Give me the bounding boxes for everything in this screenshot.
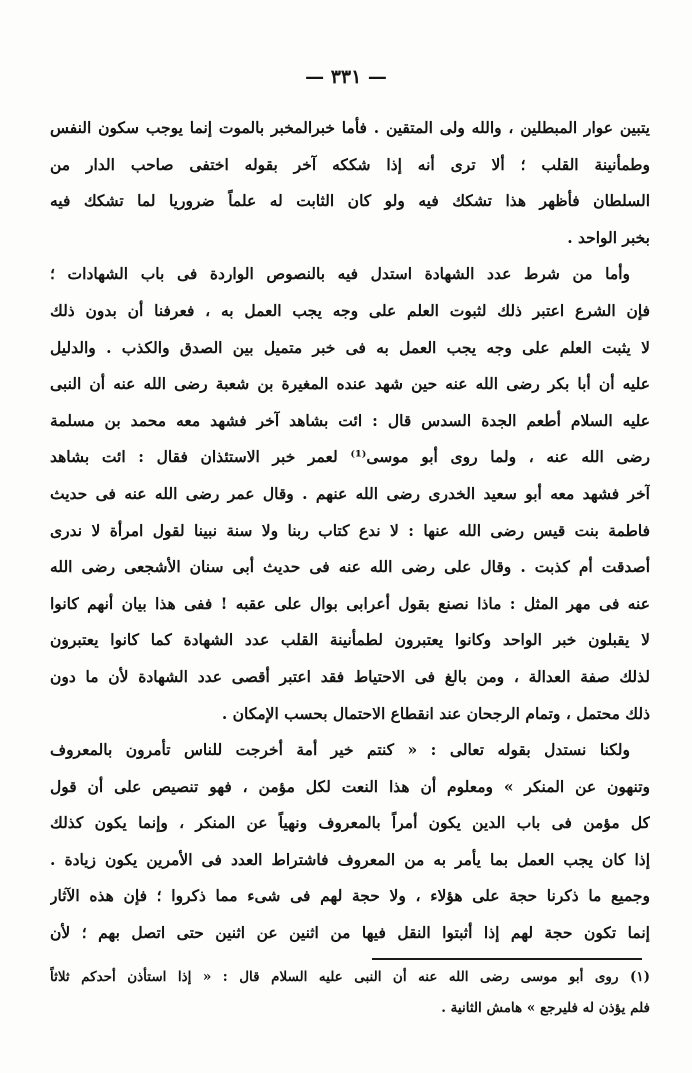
page-number: — ٣٣١ — — [305, 66, 387, 88]
text-line: إنما تكون حجة لهم إذا أثبتوا النقل فيها من اثنين عن اثنين حتى اتصل بهم ؛ لأن — [50, 923, 650, 943]
text-line: عنه فى مهر المثل : ماذا نصنع بقول أعرابى بوال على عقبه ! ففى هذا بيان أنهم كانوا — [50, 593, 650, 613]
text-line: رضى الله عنه ، ولما روى أبو موسى⁽¹⁾ لعمر خبر الاستئذان فقال : ائت بشاهد — [50, 447, 650, 467]
text-line: ذلك محتمل ، وتمام الرجحان عند انقطاع الاحتمال بحسب الإمكان . — [221, 703, 650, 723]
text-line: أصدقت أم كذبت . وقال على رضى الله عنه فى حديث أبى سنان الأشجعى رضى الله — [50, 557, 650, 577]
text-line: فاطمة بنت قيس رضى الله عنها : لا ندع كتاب ربنا ولا سنة نبينا لقول امرأة لا ندرى — [50, 520, 650, 540]
text-line: السلطان فأظهر هذا تشكك فيه ولو كان الثابت له علماً ضروريا لما تشكك فيه — [50, 191, 650, 211]
text-line: إذا كان يجب العمل بما يأمر به من المعروف فاشتراط العدد فى الأمرين يكون زيادة . — [50, 849, 650, 869]
text-line: كل مؤمن فى باب الدين يكون أمراً بالمعروف ونهياً عن المنكر ، وإنما يكون كذلك — [50, 813, 650, 833]
text-line: يتبين عوار المبطلين ، والله ولى المتقين . فأما خبرالمخبر بالموت إنما يوجب سكون النفس — [50, 118, 650, 137]
text-line: وأما من شرط عدد الشهادة استدل فيه بالنصوص الواردة فى باب الشهادات ؛ — [50, 264, 630, 284]
footnote-line: فلم يؤذن له فليرجع » هامش الثانية . — [441, 1000, 650, 1016]
text-line: ولكنا نستدل بقوله تعالى : « كنتم خير أمة أخرجت للناس تأمرون بالمعروف — [50, 740, 630, 760]
body-text — [50, 110, 650, 952]
footnote-line: (١) روى أبو موسى رضى الله عنه أن النبى عليه السلام قال : « إذا استأذن أحدكم ثلاثاً — [50, 969, 650, 985]
text-line: وتنهون عن المنكر » ومعلوم أن هذا النعت لكل مؤمن ، فهو تنصيص على أن قول — [50, 776, 650, 796]
text-line: لا يقبلون خبر الواحد وكانوا يعتبرون لطمأنينة القلب عدد الشهادة كما كانوا يعتبرون — [50, 630, 650, 650]
text-line: لذلك صفة العدالة ، ومن بالغ فى الاحتياط فقد اعتبر أقصى عدد الشهادة لأن ما دون — [50, 666, 650, 686]
text-line: عليه السلام أطعم الجدة السدس قال : ائت بشاهد آخر فشهد معه محمد بن مسلمة — [50, 410, 650, 430]
text-line: وطمأنينة القلب ؛ ألا ترى أنه إذا شككه آخر بقوله اختفى صاحب الدار من — [50, 154, 650, 174]
footnotes — [50, 962, 650, 1024]
text-line: آخر فشهد معه أبو سعيد الخدرى رضى الله عنهم . وقال عمر رضى الله عنه فى حديث — [50, 483, 650, 503]
text-line: لا يثبت العلم على وجه يجب العمل به فى خبر متميل بين الصدق والكذب . والدليل — [50, 337, 650, 357]
footnote-divider — [372, 958, 642, 960]
text-line: فإن الشرع اعتبر ذلك لثبوت العلم على وجه يجب العمل به ، فعرفنا أن بدون ذلك — [50, 300, 650, 320]
text-line: وجميع ما ذكرنا حجة على هؤلاء ، ولا حجة لهم فى شىء مما ذكروا ؛ فإن هذه الآثار — [50, 886, 650, 906]
text-line: بخبر الواحد . — [567, 227, 650, 247]
text-line: عليه أن أبا بكر رضى الله عنه حين شهد عنده المغيرة بن شعبة رضى الله عنه أن النبى — [50, 374, 650, 394]
